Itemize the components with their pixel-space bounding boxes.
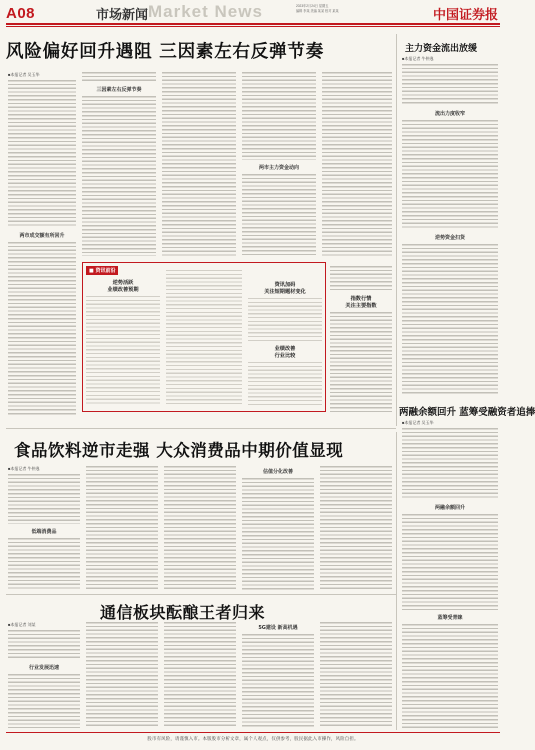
lead-subhead-2: 两市主力资金动向 [258,165,299,171]
bottom-subhead-2: 5G建设 新高机遇 [258,625,298,631]
mid-subhead-2: 估值分化改善 [262,469,293,475]
lead-text-column-1 [8,80,76,228]
lead-text-column-3 [162,72,236,256]
side2-text-a [402,428,498,500]
side1-byline: ■本报记者 牛仲逸 [402,56,434,61]
feature-box-text-2 [166,270,242,406]
bottom-text-3 [164,622,236,728]
side2-text-b [402,514,498,610]
bottom-text-4 [242,634,314,728]
mid-text-1a [8,474,80,524]
feature-box-text-3 [248,298,322,342]
lead-text-column-1b [8,242,76,416]
side2-subhead-1: 两融余额回升 [434,505,465,511]
side1-subhead-1: 流出力度收窄 [434,111,465,117]
side2-subhead-2: 蓝筹受青睐 [437,615,463,621]
sidebar-separator-2 [396,432,397,730]
lead-text-column-4a [242,72,316,160]
mid-text-4 [242,478,314,590]
feature-box-head-1: 逆势活跃 业绩改善预期 [107,280,139,293]
lead-headline: 风险偏好回升遇阻 三因素左右反弹节奏 [6,42,324,62]
masthead-english: Market News [148,2,263,21]
header-meta-date: 2023年2月24日 星期五 [296,4,329,8]
side1-text-a [402,64,498,106]
section-divider-2 [6,594,396,595]
lead-subhead-3: 两市成交额有所回升 [19,233,65,239]
header-meta [296,4,430,13]
footer-disclaimer: 股市有风险，请谨慎入市。本版股市分析文章，属个人观点，仅供参考，股民据此入市操作，风险自担。 [6,732,500,744]
side1-text-c [402,244,498,394]
lead-subhead-1: 三因素左右反弹节奏 [96,87,142,93]
lead-continuation-text-a [330,266,392,292]
side2-headline: 两融余额回升 蓝筹受融资者追捧 [399,407,535,418]
mid-text-3 [164,466,236,590]
lead-text-column-4 [242,174,316,256]
page-code: A08 [6,5,36,22]
mid-headline: 食品饮料逆市走强 大众消费品中期价值显现 [14,441,344,460]
side1-subhead-2: 逆势资金扫货 [434,235,465,241]
bottom-subhead-1: 行业发展迅速 [28,665,59,671]
bottom-headline: 通信板块酝酿王者归来 [100,603,266,622]
header-meta-editor: 编辑 李某 美编 某某 校对 某某 [296,8,339,13]
lead-text-column-5 [322,72,392,256]
side1-headline: 主力资金流出放缓 [405,44,478,54]
section-title: 市场新闻 [96,7,149,22]
bottom-text-2 [86,622,158,728]
lead-continuation-head: 指数行情 关注主要指数 [345,296,377,309]
newspaper-logo: 中国证券报 [432,7,498,22]
bottom-byline: ■本报记者 刘某 [8,622,36,627]
mid-text-2 [86,466,158,590]
bottom-text-5 [320,622,392,728]
mid-text-1b [8,538,80,590]
side1-text-b [402,120,498,230]
lead-text-column-2 [82,96,156,256]
mid-subhead-1: 低端消费品 [31,529,57,535]
lead-byline: ■本报记者 吴玉华 [8,72,40,77]
mid-byline: ■本报记者 牛仲逸 [8,466,40,471]
bottom-text-1b [8,674,80,728]
header-rule [6,23,500,25]
feature-box-text-1 [86,296,160,406]
section-divider-1 [6,428,396,429]
feature-box-head-3: 业绩改善 行业比较 [274,346,296,359]
header-rule-thin [6,26,500,27]
feature-box-text-4 [248,362,322,406]
side2-text-c [402,624,498,728]
lead-text-column-2a [82,72,156,82]
lead-continuation-text-b [330,312,392,412]
feature-box-tag: ■ 资讯前沿 [86,266,118,275]
sidebar-separator [396,34,397,426]
feature-box-head-2: 资讯加码 关注短期题材变化 [264,282,306,295]
side2-byline: ■本报记者 吴玉华 [402,420,434,425]
mid-text-5 [320,466,392,590]
bottom-text-1a [8,630,80,660]
